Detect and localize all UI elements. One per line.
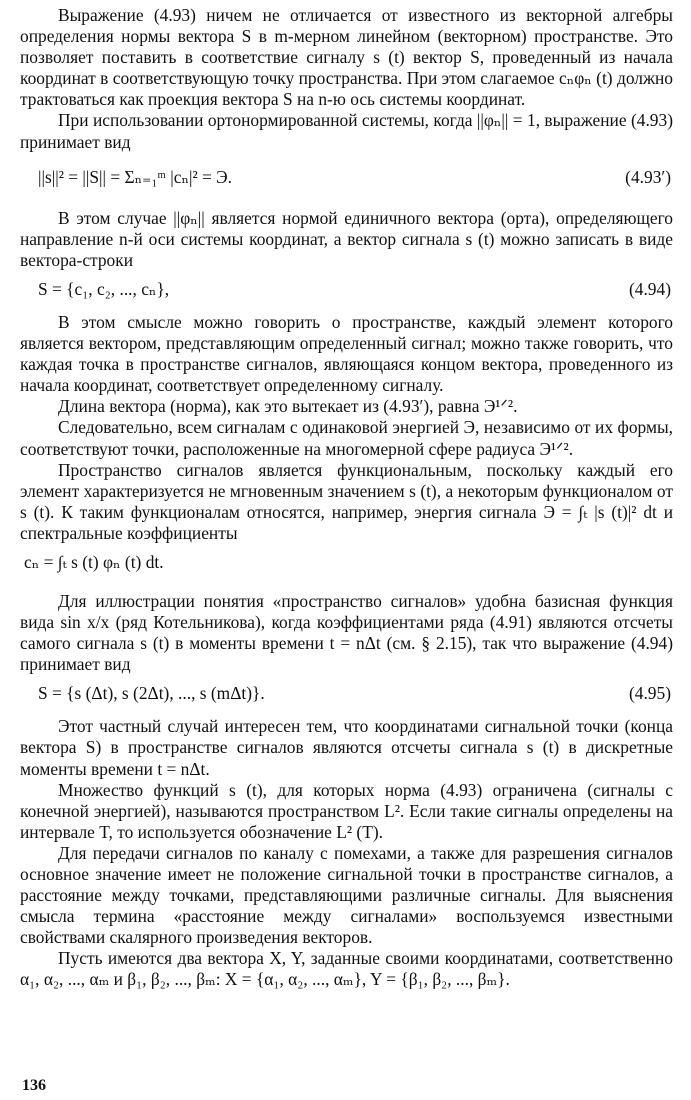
equation-4-94 — [20, 279, 673, 300]
equation-4-93-prime — [20, 167, 673, 188]
equation-body: S = {s (Δt), s (2Δt), ..., s (mΔt)}. — [38, 683, 265, 704]
equation-body: ||s||² = ||S|| = Σₙ₌₁ᵐ |cₙ|² = Э. — [38, 166, 232, 187]
equation-body: S = {c₁, c₂, ..., cₙ}, — [38, 278, 170, 299]
paragraph: Выражение (4.93) ничем не отличается от известного из векторной алгебры определения нормы вектора S в m-мерном линейном (векторном) пространстве. Это позволяет поставить в соответствие сигналу s (t) вектор S, проведенный из начала координат в соответствующую точку пространства. При этом слагаемое cₙφₙ (t) должно трактоваться как проекция вектора S на n-ю ось системы координат. — [20, 5, 673, 110]
equation-cn-coefficients — [20, 552, 673, 573]
equation-number: (4.94) — [628, 278, 671, 299]
equation-body: cₙ = ∫ₜ s (t) φₙ (t) dt. — [24, 551, 164, 572]
paragraph: Пространство сигналов является функциональным, поскольку каждый его элемент характеризуется не мгновенным значением s (t), а некоторым функционалом от s (t). К таким функционалам относятся, например, энергия сигнала Э = ∫ₜ |s (t)|² dt и спектральные коэффициенты — [20, 459, 673, 543]
paragraph: В этом случае ||φₙ|| является нормой единичного вектора (орта), определяющего направление n-й оси системы координат, а вектор сигнала s (t) можно записать в виде вектора-строки — [20, 207, 673, 270]
paragraph: Множество функций s (t), для которых норма (4.93) ограничена (сигналы с конечной энергией), называются пространством L². Если такие сигналы определены на интервале T, то используется обозначение L² (T). — [20, 779, 673, 842]
paragraph: Для передачи сигналов по каналу с помехами, а также для разрешения сигналов основное значение имеет не положение сигнальной точки в пространстве сигналов, а расстояние между точками, представляющими различные сигналы. Для выяснения смысла термина «расстояние между сигналами» воспользуемся известными свойствами скалярного произведения векторов. — [20, 842, 673, 948]
equation-number: (4.93′) — [625, 166, 671, 187]
equation-4-95 — [20, 683, 673, 704]
page-number: 136 — [22, 1077, 46, 1094]
paragraph: Следовательно, всем сигналам с одинаковой энергией Э, независимо от их формы, соответствуют точки, расположенные на многомерной сфере радиуса Э¹ᐟ². — [20, 417, 673, 459]
paragraph: Пусть имеются два вектора X, Y, заданные своими координатами, соответственно α₁, α₂, ..., αₘ и β₁, β₂, ..., βₘ: X = {α₁, α₂, ..., αₘ}, Y = {β₁, β₂, ..., βₘ}. — [20, 948, 673, 990]
paragraph: Длина вектора (норма), как это вытекает из (4.93′), равна Э¹ᐟ². — [58, 396, 518, 417]
paragraph: В этом смысле можно говорить о пространстве, каждый элемент которого является вектором, представляющим определенный сигнал; можно также говорить, что каждая точка в пространстве сигналов, являющаяся концом вектора, проведенного из начала координат, соответствует определенному сигналу. — [20, 311, 673, 396]
paragraph: При использовании ортонормированной системы, когда ||φₙ|| = 1, выражение (4.93) принимает вид — [20, 110, 673, 152]
equation-number: (4.95) — [628, 683, 671, 704]
paragraph: Для иллюстрации понятия «пространство сигналов» удобна базисная функция вида sin x/x (ряд Котельникова), когда коэффициентами ряда (4.91) являются отсчеты самого сигнала s (t) в моменты времени t = nΔt (см. § 2.15), так что выражение (4.94) принимает вид — [20, 590, 673, 675]
paragraph: Этот частный случай интересен тем, что координатами сигнальной точки (конца вектора S) в пространстве сигналов являются отсчеты сигнала s (t) в дискретные моменты времени t = nΔt. — [20, 716, 673, 779]
